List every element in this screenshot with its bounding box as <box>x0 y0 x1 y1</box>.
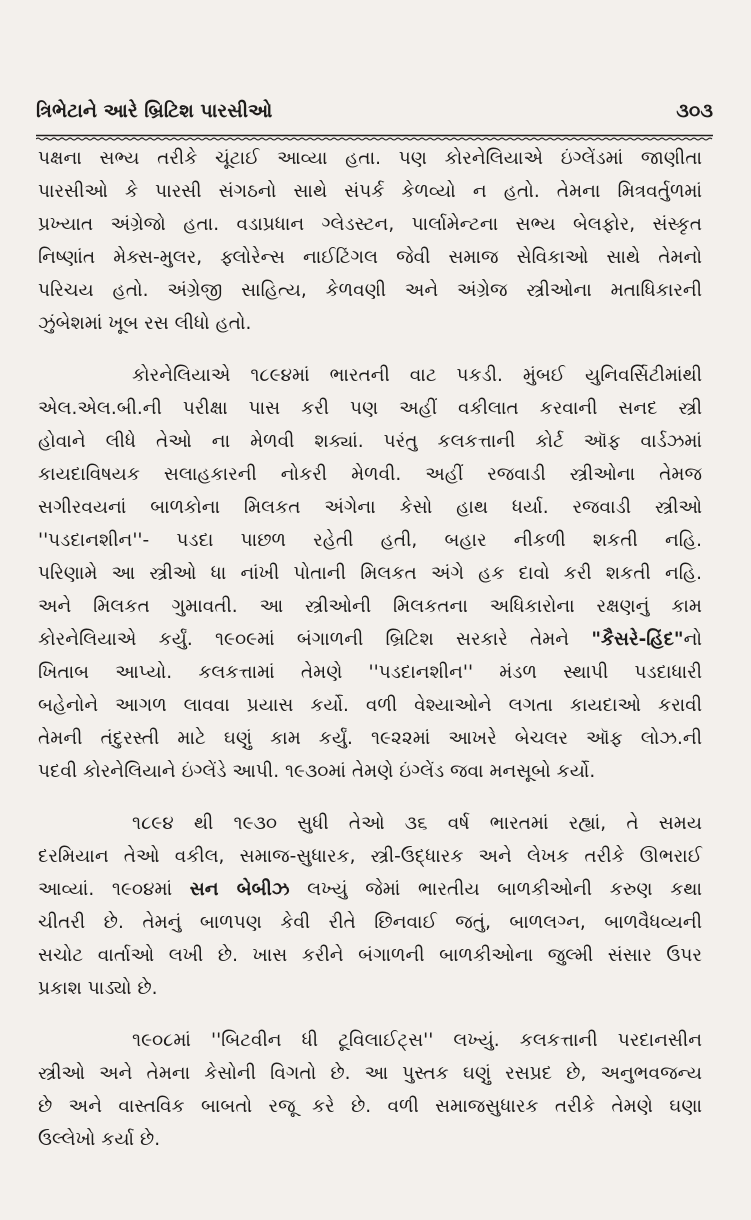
text-line: દરમિયાન તેઓ વકીલ, સમાજ-સુધારક, સ્ત્રી-ઉદ્ધારક અને લેખક તરીકે ઊભરાઈ <box>38 846 702 867</box>
paragraph-3 <box>38 807 702 1005</box>
text-line: ખિતાબ આપ્યો. કલકત્તામાં તેમણે ''પડદાનશીન'' મંડળ સ્થાપી પડદાધારી <box>38 662 702 683</box>
text-line: છે અને વાસ્તવિક બાબતો રજૂ કરે છે. વળી સમાજસુધારક તરીકે તેમણે ઘણા <box>38 1096 702 1117</box>
text-line: ''પડદાનશીન''- પડદા પાછળ રહેતી હતી, બહાર નીકળી શકતી નહિ. <box>38 530 702 551</box>
text-line: ઝુંબેશમાં ખૂબ રસ લીધો હતો. <box>38 313 252 334</box>
text-line: બહેનોને આગળ લાવવા પ્રયાસ કર્યો. વળી વેશ્યાઓને લગતા કાયદાઓ કરાવી <box>38 695 702 716</box>
text-line: તેમની તંદુરસ્તી માટે ઘણું કામ કર્યું. ૧૯૨૨માં આખરે બેચલર ઑફ લોઝ.ની <box>38 728 702 749</box>
text-line: ઉલ્લેખો કર્યા છે. <box>38 1129 161 1150</box>
line-text: કોરનેલિયાએ કર્યું. ૧૯૦૯માં બંગાળની બ્રિટિશ સરકારે તેમને <box>38 629 592 650</box>
body-text <box>38 142 702 1156</box>
text-line: એલ.એલ.બી.ની પરીક્ષા પાસ કરી પણ અહીં વકીલાત કરવાની સનદ સ્ત્રી <box>38 398 702 419</box>
text-line: સ્ત્રીઓ અને તેમના કેસોની વિગતો છે. આ પુસ્તક ઘણું રસપ્રદ છે, અનુભવજન્ય <box>38 1063 702 1084</box>
paragraph-2 <box>38 359 702 788</box>
running-title: ત્રિભેટાને આરે બ્રિટિશ પારસીઓ <box>36 100 273 122</box>
page-number: ૩૦૩ <box>676 100 713 122</box>
running-header <box>36 100 713 130</box>
line-text: લખ્યું જેમાં ભારતીય બાળકીઓની કરુણ કથા <box>289 879 702 900</box>
text-line: પદવી કોરનેલિયાને ઇંગ્લેંડે આપી. ૧૯૩૦માં તેમણે ઇંગ્લેંડ જવા મનસૂબો કર્યો. <box>38 761 596 782</box>
header-rule <box>36 134 713 141</box>
text-line: ચીતરી છે. તેમનું બાળપણ કેવી રીતે છિનવાઈ જતું, બાળલગ્ન, બાળવૈધવ્યની <box>38 912 702 933</box>
text-line: હોવાને લીધે તેઓ ના મેળવી શક્યાં. પરંતુ કલકત્તાની કોર્ટ ઑફ વાર્ડઝમાં <box>38 431 702 452</box>
paragraph-4 <box>38 1024 702 1156</box>
title-emphasis: "કૈસરે-હિંદ" <box>591 629 684 650</box>
text-line-with-emphasis <box>38 623 702 656</box>
text-line: પ્રકાશ પાડ્યો છે. <box>38 978 158 999</box>
paragraph-1 <box>38 142 702 340</box>
text-line: ૧૯૦૮માં ''બિટવીન ધી ટૂવિલાઈટ્સ'' લખ્યું. કલકત્તાની પરદાનસીન <box>132 1030 702 1051</box>
text-line-with-emphasis <box>38 873 702 906</box>
line-text: નો <box>683 629 702 650</box>
text-line: પરિચય હતો. અંગ્રેજી સાહિત્ય, કેળવણી અને અંગ્રેજ સ્ત્રીઓના મતાધિકારની <box>38 280 702 301</box>
line-text: આવ્યાં. ૧૯૦૪માં <box>38 879 190 900</box>
text-line: સચોટ વાર્તાઓ લખી છે. ખાસ કરીને બંગાળની બાળકીઓના જુલ્મી સંસાર ઉપર <box>38 945 702 966</box>
text-line: પારસીઓ કે પારસી સંગઠનો સાથે સંપર્ક કેળવ્યો ન હતો. તેમના મિત્રવર્તુળમાં <box>38 181 702 202</box>
text-line: કાયદાવિષયક સલાહકારની નોકરી મેળવી. અહીં રજવાડી સ્ત્રીઓના તેમજ <box>38 464 702 485</box>
text-line: અને મિલકત ગુમાવતી. આ સ્ત્રીઓની મિલકતના અધિકારોના રક્ષણનું કામ <box>38 596 702 617</box>
text-line: નિષ્ણાંત મેક્સ-મુલર, ફ્લોરેન્સ નાઈટિંગલ જેવી સમાજ સેવિકાઓ સાથે તેમનો <box>38 247 702 268</box>
text-line: ૧૮૯૪ થી ૧૯૩૦ સુધી તેઓ ૩૬ વર્ષ ભારતમાં રહ્યાં, તે સમય <box>132 813 702 834</box>
book-title-emphasis: સન બેબીઝ <box>189 879 290 900</box>
text-line: પ્રખ્યાત અંગ્રેજો હતા. વડાપ્રધાન ગ્લેડસ્ટન, પાર્લામેન્ટના સભ્ય બેલફોર, સંસ્કૃત <box>38 214 702 235</box>
text-line: સગીરવયનાં બાળકોના મિલકત અંગેના કેસો હાથ ધર્યા. રજવાડી સ્ત્રીઓ <box>38 497 702 518</box>
text-line: કોરનેલિયાએ ૧૮૯૪માં ભારતની વાટ પકડી. મુંબઈ યુનિવર્સિટીમાંથી <box>132 365 702 386</box>
text-line: પરિણામે આ સ્ત્રીઓ ધા નાંખી પોતાની મિલકત અંગે હક દાવો કરી શકતી નહિ. <box>38 563 702 584</box>
text-line: પક્ષના સભ્ય તરીકે ચૂંટાઈ આવ્યા હતા. પણ કોરનેલિયાએ ઇંગ્લેંડમાં જાણીતા <box>38 148 702 169</box>
